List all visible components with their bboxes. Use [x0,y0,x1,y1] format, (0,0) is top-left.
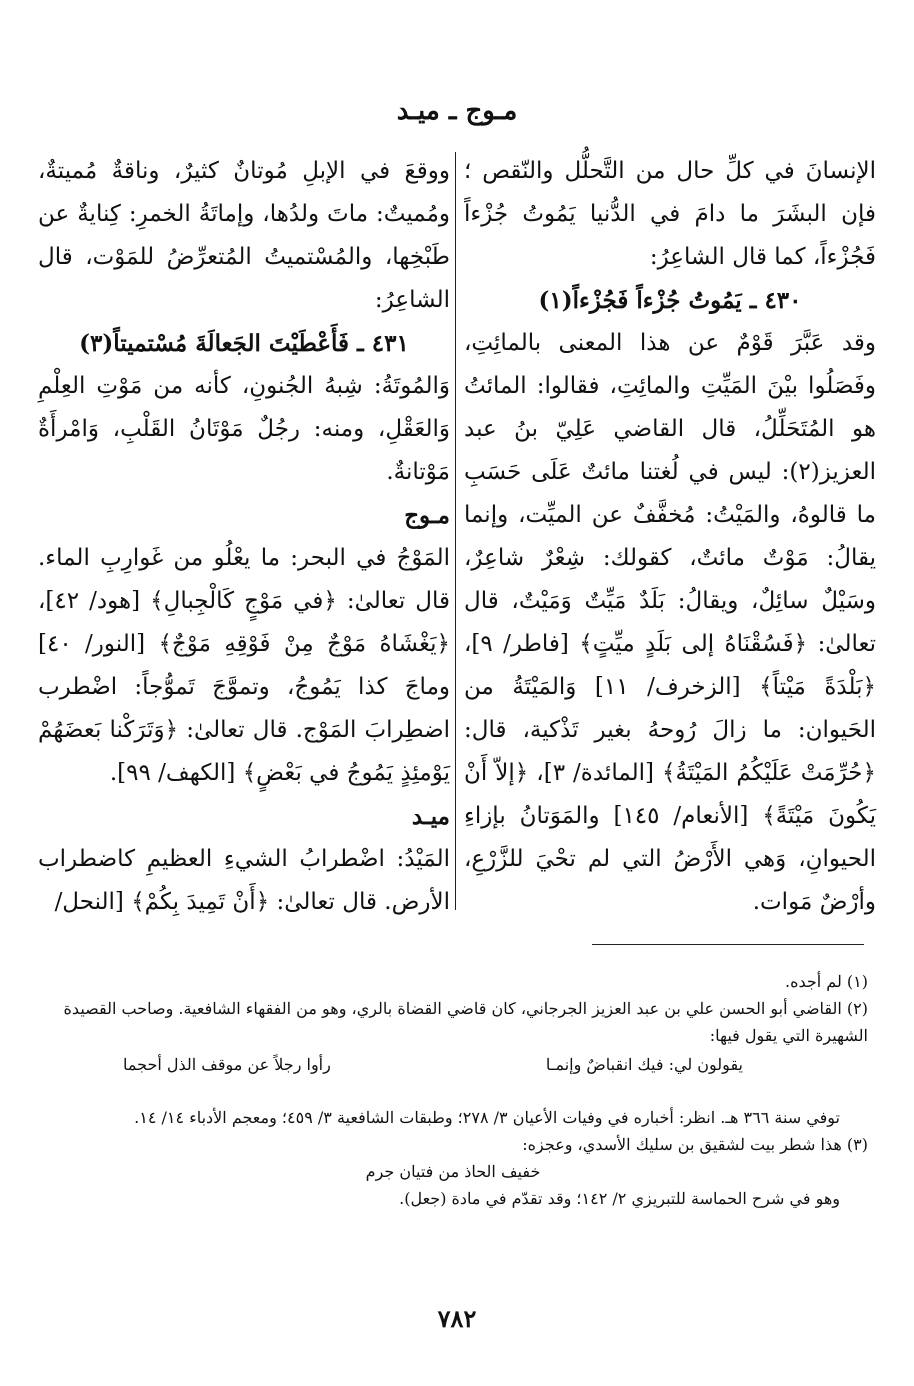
footnote-3: (٣) هذا شطر بيت لشقيق بن سليك الأسدي، وعجزه: [522,1135,868,1154]
running-header: مـوج ـ ميـد [396,96,518,126]
entry-heading-mayd: ميـد [411,803,450,830]
entry-heading-mawj: مـوج [404,502,450,529]
paragraph: وقد عَبَّرَ قَوْمٌ عن هذا المعنى بالمائِتِ، وفَصَلُوا بيْنَ المَيِّتِ والمائِتِ، فقالوا: المائتُ هو المُتَحَلِّلُ، قال القاضي عَلِيّ بنُ عبد العزيز(٢): ليس في لُغتنا مائتٌ عَلَى حَسَبِ ما قالوهُ، والمَيْتُ: مُخفَّفٌ عن الميِّت، وإنما يقالُ: مَوْتٌ مائتٌ، كقولك: شِعْرٌ شاعِرٌ، وسَيْلٌ سائِلٌ، ويقالُ: بَلَدٌ مَيِّتٌ وَمَيْتٌ، قال تعالىٰ: ﴿فَسُقْنَاهُ إلى بَلَدٍ ميِّتٍ﴾ [فاطر/ ٩]، ﴿بَلْدَةً مَيْتاً﴾ [الزخرف/ ١١] وَالمَيْتَةُ من الحَيوان: ما زالَ رُوحهُ بغير تَذْكية، قال: ﴿حُرِّمَتْ عَلَيْكُمُ المَيْتَةُ﴾ [المائدة/ ٣]، ﴿إلاّ أَنْ يَكُونَ مَيْتَةً﴾ [الأنعام/ ١٤٥] والمَوَتانُ بإزاءِ الحيوانِ، وَهي الأَرْضُ التي لم تحْيَ للزَّرْعِ، وأرْضٌ مَوات. [464,330,877,915]
verse-second-hemistich: رأوا رجلاً عن موقف الذل أحجما [123,1055,331,1074]
verse-430: ٤٣٠ ـ يَمُوتُ جُزْءاً فَجُزْءاً(١) [538,287,802,314]
page-number: ٧٨٢ [437,1304,477,1333]
paragraph: ووقعَ في الإبلِ مُوتانٌ كثيرٌ، وناقةٌ مُميتةٌ، ومُميتٌ: ماتَ ولدُها، وإماتَةُ الخمرِ: كِنايةٌ عن طَبْخِها، والمُسْتميتُ المُتعرِّضُ للمَوْت، قال الشاعِرُ: [38,158,450,313]
footnote-2: (٢) القاضي أبو الحسن علي بن عبد العزيز الجرجاني، كان قاضي القضاة بالري، وهو من الفقهاء الشافعية. وصاحب القصيدة الشهيرة التي يقول فيها: [63,999,868,1045]
right-column [464,150,876,924]
footnotes [38,968,868,1212]
footnote-1: (١) لم أجده. [785,972,868,991]
verse-431: ٤٣١ ـ فَأَعْطَيْتَ الجَعالَةَ مُسْتميتاً(٣) [79,330,409,357]
paragraph: الإنسانَ في كلِّ حال من التَّحلُّل والنّقص ؛ فإن البشَرَ ما دامَ في الدُّنيا يَمُوتُ جُزْءاً فَجُزْءاً، كما قال الشاعِرُ: [464,158,876,270]
footnote-3-verse: خفيف الحاذ من فتيان جرم [365,1162,541,1181]
paragraph: وَالمُوتَةُ: شِبهُ الجُنونِ، كأنه من مَوْتِ العِلْمِ وَالعَقْلِ، ومنه: رجُلٌ مَوْتَانُ القَلْبِ، وَامْرأَةٌ مَوْتانةٌ. [38,373,450,485]
column-divider [455,152,456,910]
paragraph: المَيْدُ: اضْطرابُ الشيءِ العظيمِ كاضطراب الأرض. قال تعالىٰ: ﴿أَنْ تَمِيدَ بِكُمْ﴾ [النحل/ [38,846,450,915]
footnote-2-death: توفي سنة ٣٦٦ هـ. انظر: أخباره في وفيات الأعيان ٣/ ٢٧٨؛ وطبقات الشافعية ٣/ ٤٥٩؛ ومعجم الأدباء ١٤/ ١٤. [134,1108,840,1127]
paragraph: المَوْجُ في البحر: ما يعْلُو من غَوارِبِ الماء. قال تعالىٰ: ﴿في مَوْجٍ كَالْجِبالِ﴾ [هود/ ٤٢]، ﴿يَغْشَاهُ مَوْجٌ مِنْ فَوْقِهِ مَوْجٌ﴾ [النور/ ٤٠] وماجَ كذا يَمُوجُ، وتموَّجَ تَموُّجاً: اضْطرب اضطِرابَ المَوْج. قال تعالىٰ: ﴿وَتَرَكْنا بَعضَهُمْ يَوْمئِذٍ يَمُوجُ في بَعْضٍ﴾ [الكهف/ ٩٩]. [38,545,450,786]
verse-first-hemistich: يقولون لي: فيك انقباضٌ وإنمـا [545,1055,743,1074]
left-column [38,150,450,924]
footnote-rule [592,944,864,945]
footnote-3-source: وهو في شرح الحماسة للتبريزي ٢/ ١٤٢؛ وقد تقدّم في مادة (جعل). [399,1189,840,1208]
footnote-2-verse [123,1051,783,1078]
